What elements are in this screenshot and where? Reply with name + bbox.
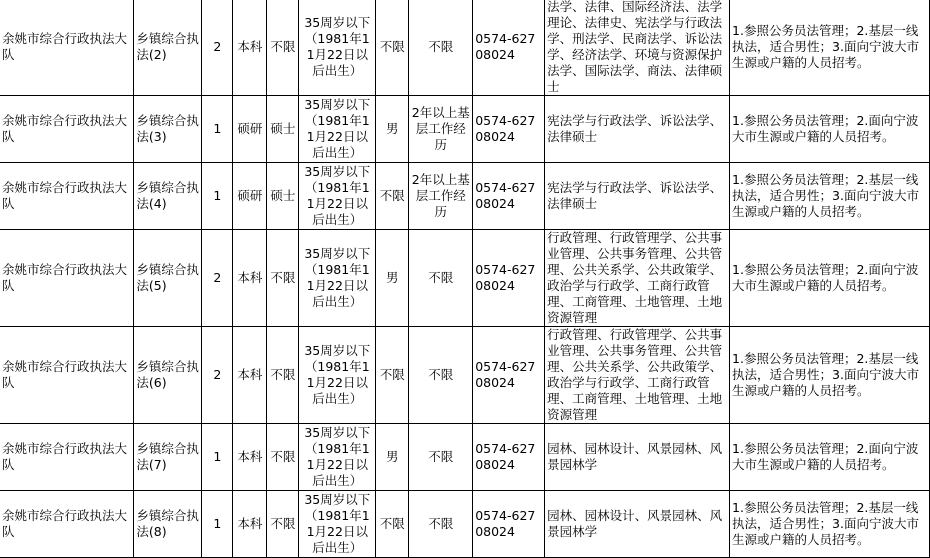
- age-cell: 35周岁以下（1981年11月22日以后出生）: [299, 424, 376, 491]
- experience-cell: 不限: [409, 491, 473, 558]
- count-cell: 1: [202, 424, 233, 491]
- age-cell: 35周岁以下（1981年11月22日以后出生）: [299, 327, 376, 424]
- note-cell: 1.参照公务员法管理；2.面向宁波大市生源或户籍的人员招考。: [730, 424, 930, 491]
- age-cell: 35周岁以下（1981年11月22日以后出生）: [299, 230, 376, 327]
- position-cell: 乡镇综合执法(7): [134, 424, 202, 491]
- major-cell: 法学、法律、国际经济法、法学理论、法律史、宪法学与行政法学、刑法学、民商法学、诉讼法学、经济法学、环境与资源保护法学、国际法学、商法、法律硕士: [545, 0, 730, 96]
- experience-cell: 不限: [409, 424, 473, 491]
- degree-cell: 不限: [267, 491, 299, 558]
- position-cell: 乡镇综合执法(3): [134, 96, 202, 163]
- age-cell: 35周岁以下（1981年11月22日以后出生）: [299, 0, 376, 96]
- gender-cell: 不限: [376, 327, 409, 424]
- major-cell: 园林、园林设计、风景园林、风景园林学: [545, 491, 730, 558]
- position-cell: 乡镇综合执法(8): [134, 491, 202, 558]
- dept-cell: 余姚市综合行政执法大队: [0, 0, 134, 96]
- dept-cell: 余姚市综合行政执法大队: [0, 163, 134, 230]
- note-cell: 1.参照公务员法管理；2.面向宁波大市生源或户籍的人员招考。: [730, 96, 930, 163]
- note-cell: 1.参照公务员法管理；2.基层一线执法，适合男性；3.面向宁波大市生源或户籍的人员招考。: [730, 491, 930, 558]
- phone-cell: 0574-62708024: [473, 491, 545, 558]
- degree-cell: 不限: [267, 327, 299, 424]
- experience-cell: 2年以上基层工作经历: [409, 96, 473, 163]
- education-cell: 本科: [233, 424, 267, 491]
- count-cell: 1: [202, 163, 233, 230]
- degree-cell: 不限: [267, 0, 299, 96]
- table-row: [0, 163, 930, 230]
- count-cell: 1: [202, 96, 233, 163]
- position-cell: 乡镇综合执法(5): [134, 230, 202, 327]
- major-cell: 宪法学与行政法学、诉讼法学、法律硕士: [545, 96, 730, 163]
- table-row: [0, 96, 930, 163]
- dept-cell: 余姚市综合行政执法大队: [0, 327, 134, 424]
- education-cell: 硕研: [233, 163, 267, 230]
- note-cell: 1.参照公务员法管理；2.基层一线执法，适合男性；3.面向宁波大市生源或户籍的人员招考。: [730, 0, 930, 96]
- gender-cell: 男: [376, 424, 409, 491]
- major-cell: 行政管理、行政管理学、公共事业管理、公共事务管理、公共管理、公共关系学、公共政策学、政治学与行政学、工商行政管理、工商管理、土地管理、土地资源管理: [545, 327, 730, 424]
- phone-cell: 0574-62708024: [473, 163, 545, 230]
- note-cell: 1.参照公务员法管理；2.基层一线执法，适合男性；3.面向宁波大市生源或户籍的人员招考。: [730, 163, 930, 230]
- phone-cell: 0574-62708024: [473, 230, 545, 327]
- gender-cell: 不限: [376, 163, 409, 230]
- count-cell: 2: [202, 230, 233, 327]
- count-cell: 1: [202, 491, 233, 558]
- education-cell: 本科: [233, 491, 267, 558]
- age-cell: 35周岁以下（1981年11月22日以后出生）: [299, 163, 376, 230]
- note-cell: 1.参照公务员法管理；2.基层一线执法，适合男性；3.面向宁波大市生源或户籍的人员招考。: [730, 327, 930, 424]
- table-row: [0, 327, 930, 424]
- phone-cell: 0574-62708024: [473, 424, 545, 491]
- gender-cell: 男: [376, 230, 409, 327]
- degree-cell: 硕士: [267, 163, 299, 230]
- phone-cell: 0574-62708024: [473, 96, 545, 163]
- gender-cell: 男: [376, 96, 409, 163]
- gender-cell: 不限: [376, 0, 409, 96]
- age-cell: 35周岁以下（1981年11月22日以后出生）: [299, 491, 376, 558]
- dept-cell: 余姚市综合行政执法大队: [0, 424, 134, 491]
- table-row: [0, 491, 930, 558]
- education-cell: 本科: [233, 230, 267, 327]
- phone-cell: 0574-62708024: [473, 0, 545, 96]
- education-cell: 硕研: [233, 96, 267, 163]
- degree-cell: 硕士: [267, 96, 299, 163]
- experience-cell: 不限: [409, 230, 473, 327]
- position-cell: 乡镇综合执法(4): [134, 163, 202, 230]
- degree-cell: 不限: [267, 424, 299, 491]
- position-cell: 乡镇综合执法(2): [134, 0, 202, 96]
- experience-cell: 2年以上基层工作经历: [409, 163, 473, 230]
- education-cell: 本科: [233, 327, 267, 424]
- table-row: [0, 230, 930, 327]
- dept-cell: 余姚市综合行政执法大队: [0, 491, 134, 558]
- phone-cell: 0574-62708024: [473, 327, 545, 424]
- dept-cell: 余姚市综合行政执法大队: [0, 230, 134, 327]
- gender-cell: 不限: [376, 491, 409, 558]
- position-cell: 乡镇综合执法(6): [134, 327, 202, 424]
- experience-cell: 不限: [409, 0, 473, 96]
- experience-cell: 不限: [409, 327, 473, 424]
- note-cell: 1.参照公务员法管理；2.面向宁波大市生源或户籍的人员招考。: [730, 230, 930, 327]
- major-cell: 宪法学与行政法学、诉讼法学、法律硕士: [545, 163, 730, 230]
- age-cell: 35周岁以下（1981年11月22日以后出生）: [299, 96, 376, 163]
- major-cell: 行政管理、行政管理学、公共事业管理、公共事务管理、公共管理、公共关系学、公共政策学、政治学与行政学、工商行政管理、工商管理、土地管理、土地资源管理: [545, 230, 730, 327]
- major-cell: 园林、园林设计、风景园林、风景园林学: [545, 424, 730, 491]
- table-row: [0, 0, 930, 96]
- dept-cell: 余姚市综合行政执法大队: [0, 96, 134, 163]
- count-cell: 2: [202, 327, 233, 424]
- count-cell: 2: [202, 0, 233, 96]
- education-cell: 本科: [233, 0, 267, 96]
- table-row: [0, 424, 930, 491]
- degree-cell: 不限: [267, 230, 299, 327]
